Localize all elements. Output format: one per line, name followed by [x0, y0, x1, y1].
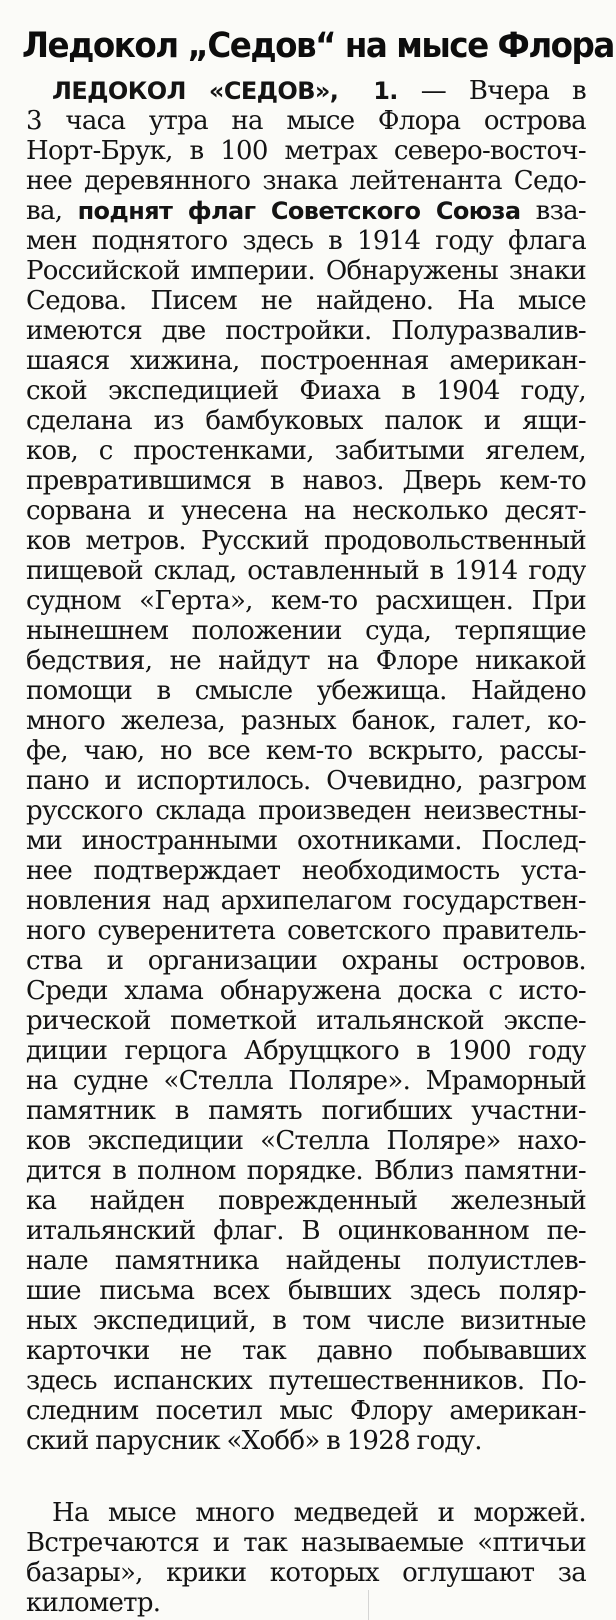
article-line: нале памятника найдены полуистлев- — [26, 1246, 586, 1276]
article-line: ский парусник «Хобб» в 1928 году. — [26, 1426, 482, 1456]
closing-line: На мысе много медведей и моржей. — [52, 1498, 586, 1528]
article-text-segment: вза- — [520, 196, 586, 226]
article-line — [26, 76, 586, 106]
article-line: помощи в смысле убежища. Найдено — [26, 676, 586, 706]
article-line: ства и организации охраны островов. — [26, 946, 586, 976]
article-line: ка найден поврежденный железный — [26, 1186, 586, 1216]
article-headline: Ледокол „Седов“ на мысе Флора — [22, 26, 614, 66]
article-line: дится в полном порядке. Вблиз памятни- — [26, 1156, 586, 1186]
article-line: ков метров. Русский продовольственный — [26, 526, 586, 556]
article-line: рической пометкой итальянской экспе- — [26, 1006, 586, 1036]
dateline-source: ЛЕДОКОЛ «СЕДОВ», — [52, 77, 339, 105]
closing-line: километр. — [26, 1588, 161, 1618]
article-line: итальянский флаг. В оцинкованном пе- — [26, 1216, 586, 1246]
highlighted-phrase: поднят флаг Советского Союза — [77, 197, 521, 225]
article-line: памятник в память погибших участни- — [26, 1096, 586, 1126]
article-line: ных экспедиций, в том числе визитные — [26, 1306, 586, 1336]
article-line: фе, чаю, но все кем-то вскрыто, рассы- — [26, 736, 586, 766]
dateline-day: 1. — [373, 77, 398, 105]
article-line: ков, с простенками, забитыми ягелем, — [26, 436, 586, 466]
article-line — [26, 196, 586, 226]
closing-line: Встречаются и так называемые «птичьи — [26, 1528, 586, 1558]
article-line: сделана из бамбуковых палок и ящи- — [26, 406, 586, 436]
article-line: карточки не так давно побывавших — [26, 1336, 586, 1366]
article-line: шие письма всех бывших здесь поляр- — [26, 1276, 586, 1306]
article-line: диции герцога Абруццкого в 1900 году — [26, 1036, 586, 1066]
article-line: Седова. Писем не найдено. На мысе — [26, 286, 586, 316]
article-body — [26, 76, 586, 1618]
article-text-segment: ва, — [26, 196, 63, 226]
article-line: нынешнем положении суда, терпящие — [26, 616, 586, 646]
article-line: пищевой склад, оставленный в 1914 году — [26, 556, 586, 586]
article-line: имеются две постройки. Полуразвалив- — [26, 316, 586, 346]
scan-artifact — [368, 1590, 377, 1620]
article-line: следним посетил мыс Флору американ- — [26, 1396, 586, 1426]
article-text-segment: — Вчера в — [397, 76, 586, 106]
article-line: русского склада произведен неизвестны- — [26, 796, 586, 826]
paragraph-gap — [26, 1456, 586, 1498]
article-line: на судне «Стелла Поляре». Мраморный — [26, 1066, 586, 1096]
article-line: Норт-Брук, в 100 метрах северо-восточ- — [26, 136, 586, 166]
article-line: превратившимся в навоз. Дверь кем-то — [26, 466, 586, 496]
article-line: шаяся хижина, построенная американ- — [26, 346, 586, 376]
article-line: здесь испанских путешественников. По- — [26, 1366, 586, 1396]
article-line: ков экспедиции «Стелла Поляре» нахо- — [26, 1126, 586, 1156]
closing-line: базары», крики которых оглушают за — [26, 1558, 586, 1588]
article-line: ской экспедицией Фиаха в 1904 году, — [26, 376, 586, 406]
article-line: сорвана и унесена на несколько десят- — [26, 496, 586, 526]
article-line: ми иностранными охотниками. Послед- — [26, 826, 586, 856]
article-line: мен поднятого здесь в 1914 году флага — [26, 226, 586, 256]
article-line: Российской империи. Обнаружены знаки — [26, 256, 586, 286]
article-line: Среди хлама обнаружена доска с исто- — [26, 976, 586, 1006]
article-line: бедствия, не найдут на Флоре никакой — [26, 646, 586, 676]
article-line: нее подтверждает необходимость уста- — [26, 856, 586, 886]
article-line: пано и испортилось. Очевидно, разгром — [26, 766, 586, 796]
article-line: судном «Герта», кем-то расхищен. При — [26, 586, 586, 616]
article-line: 3 часа утра на мысе Флора острова — [26, 106, 586, 136]
article-line: ного суверенитета советского правитель- — [26, 916, 586, 946]
article-line: нее деревянного знака лейтенанта Седо- — [26, 166, 586, 196]
article-line: много железа, разных банок, галет, ко- — [26, 706, 586, 736]
article-line: новления над архипелагом государствен- — [26, 886, 586, 916]
